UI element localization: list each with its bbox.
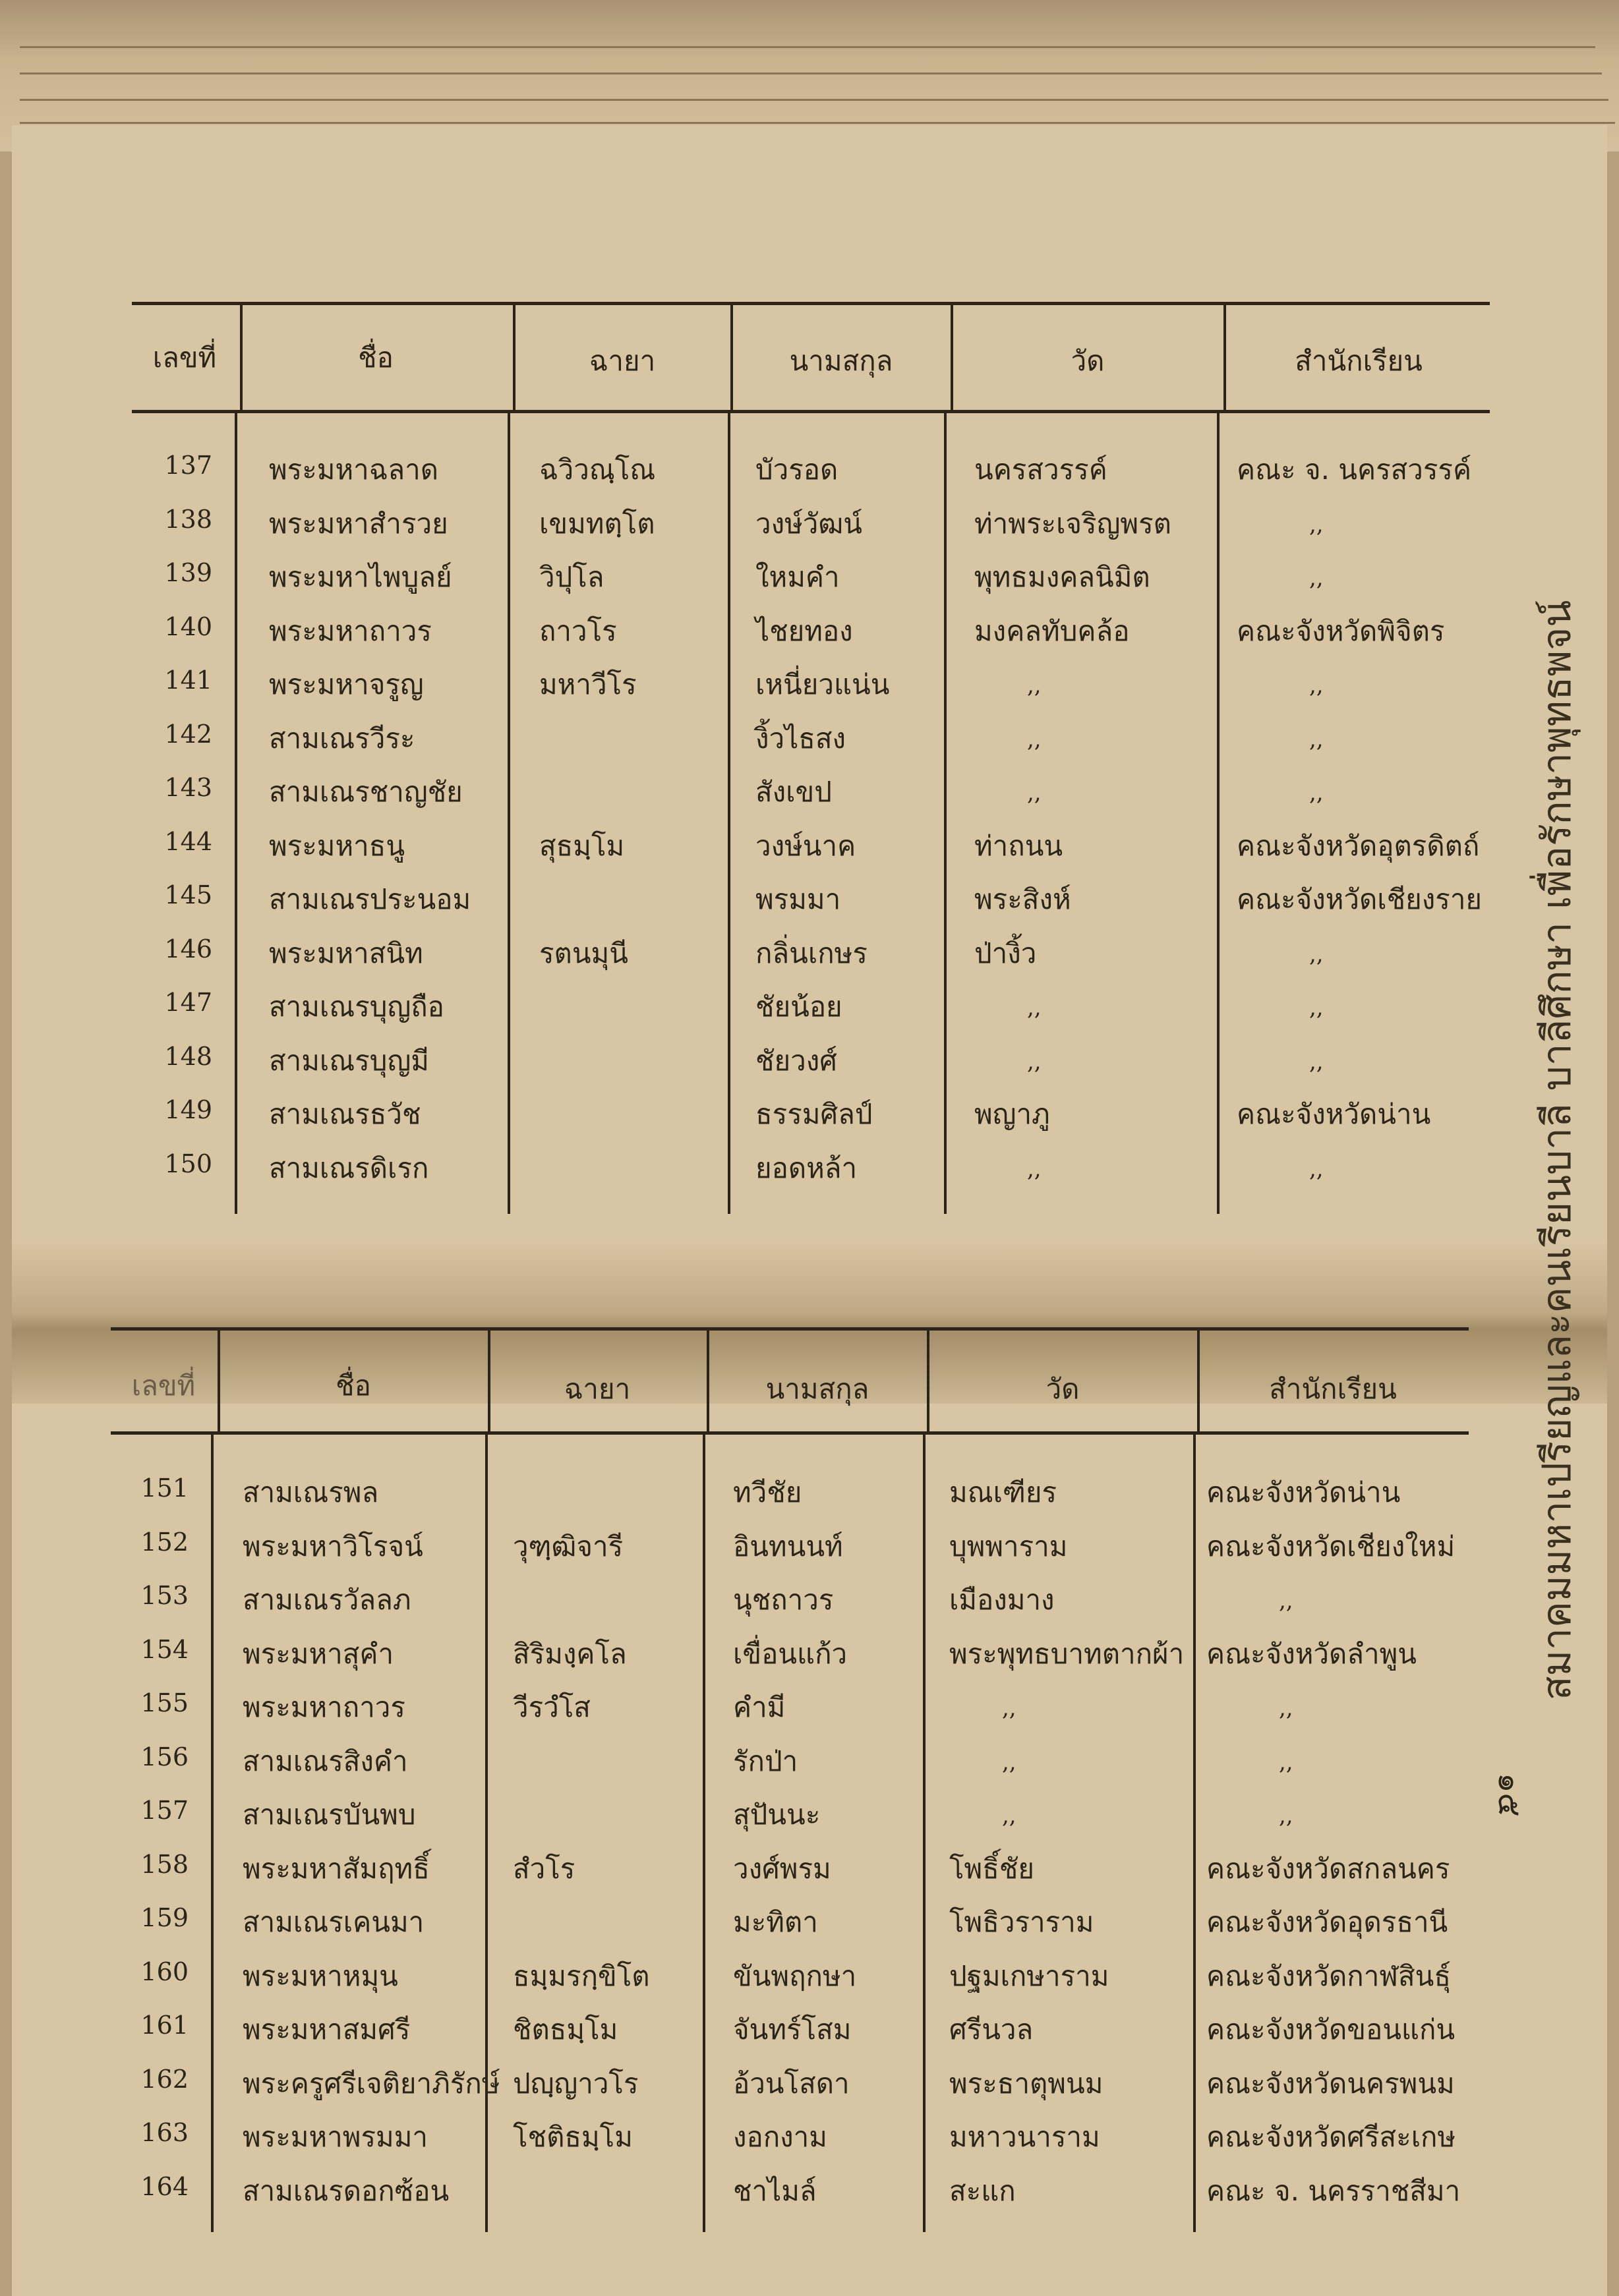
cell-no: 161 (140, 2011, 189, 2040)
cell-name: พระมหาพรมมา (243, 2121, 428, 2153)
cell-no: 139 (164, 558, 212, 587)
cell-surname: รักป่า (733, 1744, 798, 1777)
header-school: สำนักเรียน (1295, 345, 1423, 377)
cell-surname: ชัยน้อย (755, 990, 842, 1023)
cell-surname: มะทิตา (733, 1906, 818, 1938)
cell-surname: สังเขป (755, 776, 832, 808)
cell-temple: มณเฑียร (949, 1476, 1057, 1508)
cell-no: 141 (164, 666, 212, 695)
table-row (0, 663, 1516, 716)
header-temple: วัด (1045, 1373, 1080, 1405)
cell-no: 152 (140, 1527, 189, 1557)
table-row (0, 932, 1516, 985)
column-divider (218, 1327, 220, 1431)
cell-temple: พระพุทธบาทตากผ้า (949, 1637, 1185, 1670)
cell-name: สามเณรบันพบ (243, 1798, 416, 1831)
cell-surname: ยอดหล้า (755, 1151, 858, 1184)
cell-no: 150 (164, 1149, 212, 1178)
table-row (0, 2169, 1516, 2222)
cell-name: สามเณรวีระ (269, 722, 415, 755)
cell-name: พระมหาถาวร (269, 614, 432, 647)
cell-temple: ,, (1002, 1748, 1016, 1775)
cell-temple: ,, (1002, 1802, 1016, 1829)
table-row (0, 1471, 1516, 1524)
cell-temple: โพธิ์ชัย (949, 1852, 1034, 1885)
table-row (0, 985, 1516, 1038)
cell-temple: ,, (1027, 1155, 1042, 1182)
cell-surname: วงษ์นาค (755, 829, 856, 862)
table-row (0, 770, 1516, 823)
cell-school: คณะจังหวัดศรีสะเกษ (1206, 2121, 1456, 2153)
cell-school: ,, (1309, 940, 1324, 967)
cell-no: 156 (140, 1742, 189, 1771)
cell-temple: ,, (1027, 1048, 1042, 1075)
cell-surname: งิ้วไธสง (755, 722, 846, 755)
cell-no: 140 (164, 612, 212, 641)
table-row (0, 1686, 1516, 1738)
cell-no: 154 (140, 1634, 189, 1664)
cell-school: ,, (1279, 1802, 1293, 1829)
table-row (0, 1901, 1516, 1953)
header-temple: วัด (1071, 345, 1105, 377)
cell-school: คณะจังหวัดเชียงราย (1237, 883, 1483, 915)
table-row (0, 1147, 1516, 1199)
cell-temple: พุทธมงคลนิมิต (974, 561, 1150, 593)
cell-temple: ,, (1027, 994, 1042, 1021)
table-row (0, 824, 1516, 877)
cell-no: 163 (140, 2118, 189, 2147)
column-divider (513, 302, 515, 410)
cell-no: 155 (140, 1688, 189, 1717)
cell-temple: พญาภู (974, 1098, 1050, 1130)
table-row (0, 502, 1516, 555)
table-row (0, 2062, 1516, 2115)
table-row (0, 1039, 1516, 1092)
cell-temple: ,, (1002, 1695, 1016, 1721)
cell-surname: สุปันนะ (733, 1798, 821, 1831)
page-edge-line (20, 72, 1602, 74)
cell-school: ,, (1279, 1695, 1293, 1721)
header-top-rule (132, 302, 1490, 305)
cell-no: 153 (140, 1581, 189, 1610)
cell-name: พระมหาหมุน (243, 1959, 398, 1992)
cell-name: สามเณรธวัช (269, 1098, 421, 1130)
cell-school: ,, (1309, 780, 1324, 806)
table-row (0, 1525, 1516, 1578)
cell-surname: ทวีชัย (733, 1476, 802, 1508)
cell-pali-name: ปญฺญาวโร (513, 2067, 639, 2100)
cell-temple: นครสวรรค์ (974, 453, 1107, 486)
header-bottom-rule (132, 410, 1490, 413)
column-divider (488, 1327, 490, 1431)
cell-school: ,, (1279, 1748, 1293, 1775)
cell-surname: นุชถาวร (733, 1584, 834, 1616)
cell-temple: มงคลทับคล้อ (974, 614, 1130, 647)
cell-temple: ,, (1027, 672, 1042, 699)
cell-temple: เมืองมาง (949, 1584, 1055, 1616)
cell-name: พระครูศรีเจติยาภิรักษ์ (243, 2067, 500, 2100)
cell-surname: ขันพฤกษา (733, 1959, 857, 1992)
table-row (0, 878, 1516, 931)
column-divider (951, 302, 953, 410)
header-top-rule (111, 1327, 1469, 1331)
cell-surname: งอกงาม (733, 2121, 827, 2153)
header-name: ชื่อ (336, 1369, 371, 1402)
cell-surname: วงษ์วัฒน์ (755, 507, 863, 540)
table-row (0, 610, 1516, 662)
cell-school: ,, (1279, 1588, 1293, 1614)
cell-pali-name: ถาวโร (539, 614, 617, 647)
cell-pali-name: สุธมฺโม (539, 829, 625, 862)
cell-name: พระมหาวิโรจน์ (243, 1530, 423, 1563)
cell-name: สามเณรชาญชัย (269, 776, 463, 808)
cell-no: 146 (164, 934, 212, 963)
cell-surname: คำมี (733, 1691, 786, 1723)
cell-name: พระมหาถาวร (243, 1691, 405, 1723)
table-row (0, 1793, 1516, 1846)
header-school: สำนักเรียน (1269, 1373, 1397, 1405)
cell-school: คณะ จ. นครราชสีมา (1206, 2174, 1461, 2207)
cell-surname: กลิ่นเกษร (755, 936, 868, 969)
cell-no: 149 (164, 1095, 212, 1124)
cell-surname: ใหมคำ (755, 561, 840, 593)
table-row (0, 1578, 1516, 1631)
cell-no: 160 (140, 1957, 189, 1986)
cell-school: คณะจังหวัดขอนแก่น (1206, 2013, 1456, 2046)
cell-name: สามเณรดิเรก (269, 1151, 429, 1184)
cell-school: คณะจังหวัดกาฬสินธุ์ (1206, 1959, 1451, 1992)
cell-temple: ท่าถนน (974, 829, 1063, 862)
cell-surname: เหนี่ยวแน่น (755, 668, 890, 701)
cell-pali-name: เขมทตฺโต (539, 507, 655, 540)
cell-surname: ธรรมศิลป์ (755, 1098, 873, 1130)
cell-school: ,, (1309, 994, 1324, 1021)
cell-school: คณะจังหวัดอุตรดิตถ์ (1237, 829, 1480, 862)
column-divider (1223, 302, 1226, 410)
cell-pali-name: สํวโร (513, 1852, 575, 1885)
cell-no: 157 (140, 1796, 189, 1825)
cell-name: สามเณรประนอม (269, 883, 471, 915)
cell-temple: พระธาตุพนม (949, 2067, 1104, 2100)
cell-name: สามเณรบุญมี (269, 1044, 429, 1077)
cell-name: สามเณรเคนมา (243, 1906, 425, 1938)
cell-school: ,, (1309, 1155, 1324, 1182)
header-surname: นามสกุล (789, 345, 893, 377)
cell-name: พระมหาสำรวย (269, 507, 448, 540)
cell-school: คณะจังหวัดลำพูน (1206, 1637, 1417, 1670)
cell-school: คณะจังหวัดสกลนคร (1206, 1852, 1450, 1885)
cell-school: ,, (1309, 565, 1324, 591)
cell-school: คณะจังหวัดน่าน (1206, 1476, 1401, 1508)
header-no: เลขที่ (131, 1369, 196, 1402)
header-pali-name: ฉายา (564, 1373, 631, 1405)
cell-temple: มหาวนาราม (949, 2121, 1100, 2153)
cell-name: พระมหาสัมฤทธิ์ (243, 1852, 430, 1885)
column-divider (730, 302, 733, 410)
header-no: เลขที่ (152, 341, 217, 374)
cell-pali-name: วิปุโล (539, 561, 604, 593)
cell-no: 144 (164, 826, 212, 856)
cell-surname: อ้วนโสดา (733, 2067, 850, 2100)
cell-surname: วงศ์พรม (733, 1852, 831, 1885)
cell-surname: เขื่อนแก้ว (733, 1637, 848, 1670)
cell-no: 148 (164, 1041, 212, 1071)
header-surname: นามสกุล (765, 1373, 869, 1405)
cell-name: พระมหาฉลาด (269, 453, 438, 486)
table-row (0, 448, 1516, 501)
cell-name: สามเณรพล (243, 1476, 379, 1508)
cell-pali-name: โชติธมฺโม (513, 2121, 633, 2153)
cell-school: ,, (1309, 672, 1324, 699)
table-row (0, 1955, 1516, 2007)
cell-school: คณะจังหวัดเชียงใหม่ (1206, 1530, 1456, 1563)
cell-temple: ท่าพระเจริญพรต (974, 507, 1171, 540)
cell-no: 137 (164, 451, 212, 480)
cell-pali-name: ชิตธมฺโม (513, 2013, 618, 2046)
cell-no: 147 (164, 988, 212, 1017)
cell-name: พระมหาไพบูลย์ (269, 561, 452, 593)
cell-school: ,, (1309, 511, 1324, 538)
cell-temple: ศรีนวล (949, 2013, 1034, 2046)
cell-name: พระมหาธนู (269, 829, 405, 862)
cell-surname: ไชยทอง (755, 614, 853, 647)
cell-name: พระมหาจรูญ (269, 668, 424, 701)
cell-surname: พรมมา (755, 883, 841, 915)
cell-pali-name: วุฑฺฒิจารี (513, 1530, 624, 1563)
cell-school: คณะจังหวัดอุดรธานี (1206, 1906, 1448, 1938)
cell-surname: อินทนนท์ (733, 1530, 843, 1563)
table-row (0, 1632, 1516, 1685)
cell-pali-name: สิริมงฺคโล (513, 1637, 627, 1670)
cell-no: 164 (140, 2171, 189, 2201)
cell-surname: ชาไมล์ (733, 2174, 817, 2207)
cell-surname: บัวรอด (755, 453, 839, 486)
column-divider (240, 302, 243, 410)
cell-no: 158 (140, 1849, 189, 1879)
cell-temple: ,, (1027, 726, 1042, 753)
column-divider (1197, 1327, 1200, 1431)
cell-pali-name: รตนมุนี (539, 936, 628, 969)
cell-no: 138 (164, 504, 212, 534)
cell-no: 143 (164, 773, 212, 802)
cell-school: คณะจังหวัดน่าน (1237, 1098, 1431, 1130)
table-row (0, 1093, 1516, 1145)
cell-no: 151 (140, 1474, 189, 1503)
cell-name: สามเณรสิงคำ (243, 1744, 408, 1777)
cell-pali-name: ฉวิวณฺโณ (539, 453, 656, 486)
cell-school: คณะ จ. นครสวรรค์ (1237, 453, 1472, 486)
cell-no: 145 (164, 880, 212, 909)
cell-name: สามเณรดอกซ้อน (243, 2174, 450, 2207)
cell-temple: สะแก (949, 2174, 1016, 2207)
cell-temple: ป่างิ้ว (974, 936, 1037, 969)
table-row (0, 717, 1516, 770)
cell-temple: บุพพาราม (949, 1530, 1068, 1563)
cell-name: พระมหาสมศรี (243, 2013, 411, 2046)
cell-school: ,, (1309, 1048, 1324, 1075)
page-edge-line (20, 122, 1615, 124)
header-bottom-rule (111, 1431, 1469, 1435)
column-divider (927, 1327, 929, 1431)
cell-name: สามเณรบุญถือ (269, 990, 444, 1023)
cell-surname: จันทร์โสม (733, 2013, 852, 2046)
cell-school: คณะจังหวัดพิจิตร (1237, 614, 1445, 647)
cell-name: สามเณรวัลลภ (243, 1584, 411, 1616)
cell-school: ,, (1309, 726, 1324, 753)
side-title: สมาคมมหาเปรียญและคนเรียนบาลี บาลีศึกษา เพื่อรักษาพุทธพจน์ (1534, 600, 1580, 1700)
table-row (0, 2008, 1516, 2061)
cell-pali-name: มหาวีโร (539, 668, 637, 701)
table-row (0, 1847, 1516, 1900)
cell-pali-name: วีรวํโส (513, 1691, 591, 1723)
cell-surname: ชัยวงศ์ (755, 1044, 837, 1077)
header-name: ชื่อ (358, 341, 394, 374)
table-row (0, 2115, 1516, 2168)
page-number: ๑๕ (1491, 1773, 1528, 1817)
cell-no: 162 (140, 2064, 189, 2094)
cell-name: พระมหาสุคำ (243, 1637, 394, 1670)
cell-no: 142 (164, 719, 212, 749)
page-edge-line (20, 46, 1595, 48)
table-row (0, 1740, 1516, 1793)
table-row (0, 556, 1516, 608)
page-edge-line (20, 99, 1608, 101)
header-pali-name: ฉายา (589, 345, 656, 377)
cell-temple: ปฐมเกษาราม (949, 1959, 1109, 1992)
column-divider (707, 1327, 709, 1431)
cell-temple: โพธิวราราม (949, 1906, 1094, 1938)
cell-school: คณะจังหวัดนครพนม (1206, 2067, 1455, 2100)
cell-no: 159 (140, 1903, 189, 1932)
cell-name: พระมหาสนิท (269, 936, 423, 969)
cell-temple: ,, (1027, 780, 1042, 806)
cell-temple: พระสิงห์ (974, 883, 1071, 915)
cell-pali-name: ธมฺมรกฺขิโต (513, 1959, 650, 1992)
